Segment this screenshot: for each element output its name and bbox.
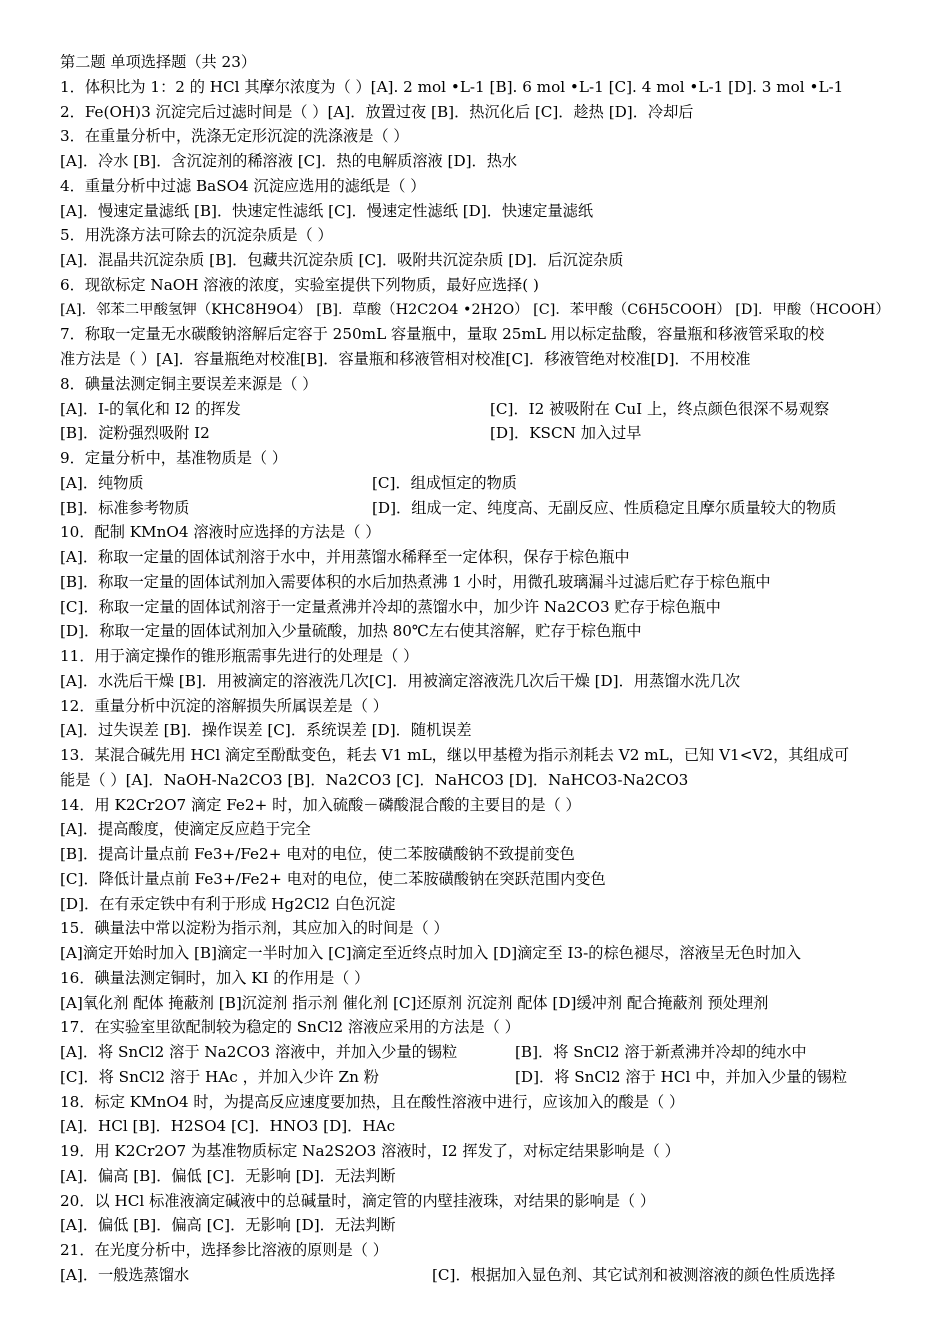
q14-option-a: [A]．提高酸度，使滴定反应趋于完全 [60, 820, 311, 839]
q9-option-row [60, 471, 905, 496]
q21-stem: 21．在光度分析中，选择参比溶液的原则是（ ） [60, 1241, 388, 1259]
q21-option-a: [A]．一般选蒸馏水 [60, 1265, 190, 1284]
q2: 2．Fe(OH)3 沉淀完后过滤时间是（ ）[A]．放置过夜 [B]．热沉化后 [C]．趁热 [D]．冷却后 [60, 102, 694, 121]
q9-option-c: [C]．组成恒定的物质 [372, 473, 517, 492]
q5-stem: 5．用洗涤方法可除去的沉淀杂质是（ ） [60, 226, 333, 245]
q11-options: [A]．水洗后干燥 [B]．用被滴定的溶液洗几次[C]．用被滴定溶液洗几次后干燥 [D]．用蒸馏水洗几次 [60, 671, 741, 690]
q11-stem: 11．用于滴定操作的锥形瓶需事先进行的处理是（ ） [60, 647, 419, 665]
q8-option-row [60, 397, 905, 422]
q19-options: [A]．偏高 [B]．偏低 [C]．无影响 [D]．无法判断 [60, 1166, 396, 1185]
q17-option-c: [C]．将 SnCl2 溶于 HAc ，并加入少许 Zn 粉 [60, 1067, 379, 1086]
q12-options: [A]．过失误差 [B]．操作误差 [C]．系统误差 [D]．随机误差 [60, 721, 472, 740]
q13-stem-1: 13．某混合碱先用 HCl 滴定至酚酞变色，耗去 V1 mL，继以甲基橙为指示剂耗去 V2 mL，已知 V1<V2，其组成可 [60, 746, 850, 764]
q21-option-c: [C]．根据加入显色剂、其它试剂和被测溶液的颜色性质选择 [432, 1265, 836, 1284]
q20-options: [A]．偏低 [B]．偏高 [C]．无影响 [D]．无法判断 [60, 1216, 396, 1235]
q8-option-a: [A]．I-的氧化和 I2 的挥发 [60, 399, 241, 418]
q8-option-d: [D]．KSCN 加入过早 [490, 424, 642, 443]
q14-stem: 14．用 K2Cr2O7 滴定 Fe2+ 时，加入硫酸－磷酸混合酸的主要目的是（ ） [60, 795, 581, 814]
q15-options: [A]滴定开始时加入 [B]滴定一半时加入 [C]滴定至近终点时加入 [D]滴定至 I3-的棕色褪尽，溶液呈无色时加入 [60, 944, 801, 962]
q1: 1．体积比为 1：2 的 HCl 其摩尔浓度为（ ）[A]. 2 mol •L-1 [B]. 6 mol •L-1 [C]. 4 mol •L-1 [D]. 3 mol •L-1 [60, 77, 844, 96]
q8-option-c: [C]．I2 被吸附在 CuI 上，终点颜色很深不易观察 [490, 399, 830, 418]
q14-option-d: [D]．在有汞定铁中有利于形成 Hg2Cl2 白色沉淀 [60, 894, 396, 913]
q10-option-b: [B]．称取一定量的固体试剂加入需要体积的水后加热煮沸 1 小时，用微孔玻璃漏斗过滤后贮存于棕色瓶中 [60, 572, 771, 591]
q12-stem: 12．重量分析中沉淀的溶解损失所属误差是（ ） [60, 696, 388, 715]
q17-option-d: [D]．将 SnCl2 溶于 HCl 中，并加入少量的锡粒 [515, 1067, 848, 1086]
q9-option-b: [B]．标准参考物质 [60, 498, 190, 517]
q3-stem: 3．在重量分析中，洗涤无定形沉淀的洗涤液是（ ） [60, 127, 409, 146]
q8-stem: 8．碘量法测定铜主要误差来源是（ ） [60, 374, 318, 393]
q16-options: [A]氧化剂 配体 掩蔽剂 [B]沉淀剂 指示剂 催化剂 [C]还原剂 沉淀剂 配体 [D]缓冲剂 配合掩蔽剂 预处理剂 [60, 993, 769, 1012]
q8-option-row [60, 421, 905, 446]
question-document [60, 50, 905, 1288]
q8-option-b: [B]．淀粉强烈吸附 I2 [60, 424, 210, 443]
q17-option-row [60, 1065, 905, 1090]
q6-options: [A]．邻苯二甲酸氢钾（KHC8H9O4） [B]．草酸（H2C2O4 •2H2O） [C]．苯甲酸（C6H5COOH） [D]．甲酸（HCOOH） [60, 301, 890, 318]
q9-option-row [60, 496, 905, 521]
q14-option-c: [C]．降低计量点前 Fe3+/Fe2+ 电对的电位，使二苯胺磺酸钠在突跃范围内变色 [60, 869, 606, 888]
q3-options: [A]．冷水 [B]．含沉淀剂的稀溶液 [C]．热的电解质溶液 [D]．热水 [60, 152, 518, 170]
q17-option-row [60, 1040, 905, 1065]
q19-stem: 19．用 K2Cr2O7 为基准物质标定 Na2S2O3 溶液时，I2 挥发了，对标定结果影响是（ ） [60, 1142, 680, 1160]
q20-stem: 20．以 HCl 标准液滴定碱液中的总碱量时，滴定管的内壁挂液珠，对结果的影响是（ ） [60, 1191, 656, 1210]
q4-stem: 4．重量分析中过滤 BaSO4 沉淀应选用的滤纸是（ ） [60, 176, 426, 195]
q9-option-d: [D]．组成一定、纯度高、无副反应、性质稳定且摩尔质量较大的物质 [372, 498, 837, 517]
q10-option-c: [C]．称取一定量的固体试剂溶于一定量煮沸并冷却的蒸馏水中，加少许 Na2CO3 贮存于棕色瓶中 [60, 597, 721, 616]
q18-options: [A]．HCl [B]．H2SO4 [C]．HNO3 [D]．HAc [60, 1117, 396, 1136]
q15-stem: 15．碘量法中常以淀粉为指示剂，其应加入的时间是（ ） [60, 919, 449, 938]
q6-stem: 6．现欲标定 NaOH 溶液的浓度，实验室提供下列物质，最好应选择( ) [60, 275, 539, 294]
q7-stem-2: 准方法是（ ）[A]．容量瓶绝对校准[B]．容量瓶和移液管相对校准[C]．移液管绝对校准[D]．不用校准 [60, 350, 751, 368]
q14-option-b: [B]．提高计量点前 Fe3+/Fe2+ 电对的电位，使二苯胺磺酸钠不致提前变色 [60, 845, 575, 863]
q7-stem-1: 7．称取一定量无水碳酸钠溶解后定容于 250mL 容量瓶中，量取 25mL 用以标定盐酸，容量瓶和移液管采取的校 [60, 325, 825, 344]
q10-option-a: [A]．称取一定量的固体试剂溶于水中，并用蒸馏水稀释至一定体积，保存于棕色瓶中 [60, 548, 630, 566]
q13-stem-2: 能是（ ）[A]．NaOH-Na2CO3 [B]．Na2CO3 [C]．NaHCO3 [D]．NaHCO3-Na2CO3 [60, 770, 689, 789]
q21-option-row [60, 1263, 905, 1288]
q10-option-d: [D]．称取一定量的固体试剂加入少量硫酸，加热 80℃左右使其溶解，贮存于棕色瓶中 [60, 622, 642, 641]
q17-stem: 17．在实验室里欲配制较为稳定的 SnCl2 溶液应采用的方法是（ ） [60, 1018, 520, 1037]
q10-stem: 10．配制 KMnO4 溶液时应选择的方法是（ ） [60, 523, 381, 542]
section-header: 第二题 单项选择题（共 23） [60, 53, 257, 71]
q16-stem: 16．碘量法测定铜时，加入 KI 的作用是（ ） [60, 968, 370, 987]
q4-options: [A]．慢速定量滤纸 [B]．快速定性滤纸 [C]．慢速定性滤纸 [D]．快速定量滤纸 [60, 201, 594, 220]
q17-option-b: [B]．将 SnCl2 溶于新煮沸并冷却的纯水中 [515, 1043, 807, 1061]
q18-stem: 18．标定 KMnO4 时，为提高反应速度要加热，且在酸性溶液中进行，应该加入的酸是（ ） [60, 1092, 685, 1111]
q5-options: [A]．混晶共沉淀杂质 [B]．包藏共沉淀杂质 [C]．吸附共沉淀杂质 [D]．后沉淀杂质 [60, 251, 624, 269]
q9-stem: 9．定量分析中，基准物质是（ ） [60, 449, 288, 467]
q17-option-a: [A]．将 SnCl2 溶于 Na2CO3 溶液中，并加入少量的锡粒 [60, 1043, 458, 1061]
q9-option-a: [A]．纯物质 [60, 473, 144, 492]
